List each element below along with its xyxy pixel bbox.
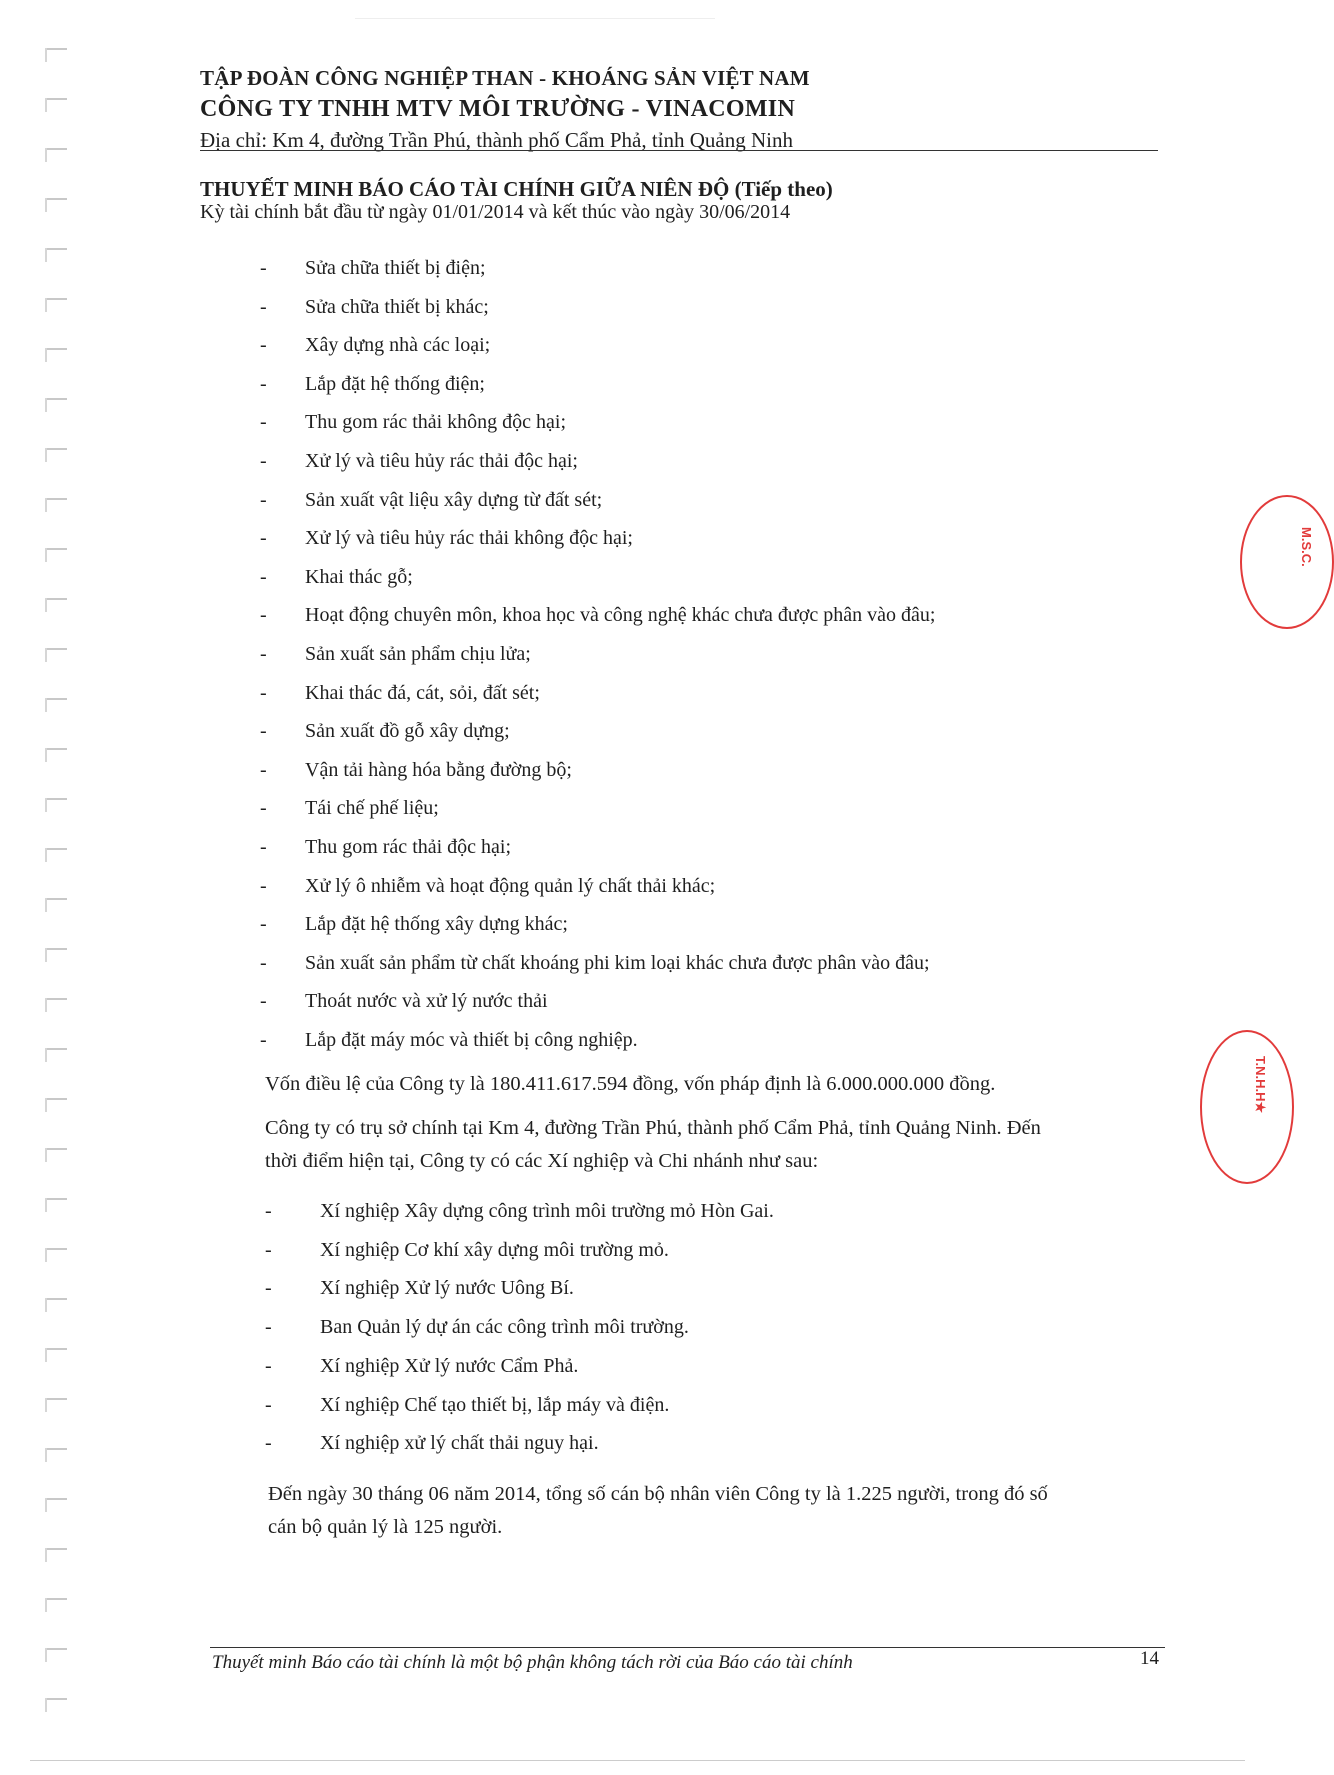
list-dash: -	[265, 1393, 272, 1416]
list-dash: -	[260, 681, 267, 704]
binder-tick	[45, 1048, 47, 1062]
list-item-text: Ban Quản lý dự án các công trình môi trường.	[320, 1316, 689, 1339]
binder-hole-mark	[45, 998, 67, 1000]
scan-bottom-edge	[30, 1760, 1245, 1761]
list-dash: -	[260, 797, 267, 820]
binder-hole-mark	[45, 1348, 67, 1350]
binder-tick	[45, 148, 47, 162]
binder-hole-mark	[45, 1298, 67, 1300]
list-dash: -	[260, 836, 267, 858]
list-dash: -	[260, 1029, 267, 1051]
list-dash: -	[260, 527, 267, 550]
binder-hole-mark	[45, 448, 67, 450]
list-item-text: Xí nghiệp xử lý chất thải nguy hại.	[320, 1432, 599, 1455]
binder-hole-mark	[45, 948, 67, 950]
binder-tick	[45, 1498, 47, 1512]
binder-tick	[45, 1598, 47, 1612]
list-dash: -	[260, 604, 267, 627]
headquarters-paragraph-line1: Công ty có trụ sở chính tại Km 4, đường Trần Phú, thành phố Cẩm Phả, tỉnh Quảng Ninh. Đến	[265, 1117, 1041, 1139]
binder-hole-mark	[45, 698, 67, 700]
binder-hole-mark	[45, 1698, 67, 1700]
list-item-text: Thu gom rác thải độc hại;	[305, 836, 512, 858]
binder-tick	[45, 1148, 47, 1162]
binder-hole-mark	[45, 98, 67, 100]
red-seal-stamp	[1240, 495, 1334, 629]
binder-tick	[45, 48, 47, 62]
binder-tick	[45, 898, 47, 912]
binder-tick	[45, 848, 47, 862]
list-dash: -	[260, 720, 267, 743]
list-item-text: Khai thác đá, cát, sỏi, đất sét;	[305, 681, 540, 704]
binder-hole-mark	[45, 748, 67, 750]
binder-tick	[45, 598, 47, 612]
list-item-text: Xí nghiệp Xử lý nước Uông Bí.	[320, 1277, 574, 1300]
list-dash: -	[260, 951, 267, 974]
binder-tick	[45, 1248, 47, 1262]
binder-tick	[45, 248, 47, 262]
list-dash: -	[260, 257, 267, 279]
list-dash: -	[265, 1354, 272, 1377]
list-item-text: Hoạt động chuyên môn, khoa học và công nghệ khác chưa được phân vào đâu;	[305, 604, 936, 627]
list-dash: -	[265, 1200, 272, 1222]
binder-tick	[45, 548, 47, 562]
list-item-text: Sửa chữa thiết bị điện;	[305, 257, 486, 279]
list-dash: -	[260, 758, 267, 781]
headquarters-paragraph-line2: thời điểm hiện tại, Công ty có các Xí nghiệp và Chi nhánh như sau:	[265, 1150, 819, 1172]
binder-hole-mark	[45, 1148, 67, 1150]
binder-hole-mark	[45, 298, 67, 300]
list-dash: -	[260, 450, 267, 472]
staff-paragraph-line2: cán bộ quản lý là 125 người.	[268, 1516, 503, 1538]
list-dash: -	[260, 990, 267, 1013]
list-item-text: Sản xuất đồ gỗ xây dựng;	[305, 720, 510, 743]
binder-tick	[45, 748, 47, 762]
binder-hole-mark	[45, 348, 67, 350]
binder-hole-mark	[45, 398, 67, 400]
binder-tick	[45, 1698, 47, 1712]
report-title: THUYẾT MINH BÁO CÁO TÀI CHÍNH GIỮA NIÊN ĐỘ (Tiếp theo)	[200, 177, 833, 201]
list-dash: -	[265, 1432, 272, 1455]
binder-hole-mark	[45, 798, 67, 800]
binder-tick	[45, 1648, 47, 1662]
list-item-text: Vận tải hàng hóa bằng đường bộ;	[305, 758, 572, 781]
binder-hole-mark	[45, 1448, 67, 1450]
capital-paragraph: Vốn điều lệ của Công ty là 180.411.617.594 đồng, vốn pháp định là 6.000.000.000 đồng.	[265, 1073, 996, 1095]
company-name: CÔNG TY TNHH MTV MÔI TRƯỜNG - VINACOMIN	[200, 96, 796, 122]
page-number: 14	[1140, 1648, 1159, 1669]
binder-hole-mark	[45, 548, 67, 550]
report-period: Kỳ tài chính bắt đầu từ ngày 01/01/2014 và kết thúc vào ngày 30/06/2014	[200, 201, 791, 223]
binder-hole-mark	[45, 498, 67, 500]
footer-note: Thuyết minh Báo cáo tài chính là một bộ phận không tách rời của Báo cáo tài chính	[212, 1652, 853, 1673]
list-item-text: Lắp đặt hệ thống điện;	[305, 372, 485, 395]
binder-hole-mark	[45, 848, 67, 850]
binder-tick	[45, 98, 47, 112]
binder-tick	[45, 298, 47, 312]
binder-tick	[45, 1298, 47, 1312]
list-dash: -	[265, 1316, 272, 1339]
list-item-text: Khai thác gỗ;	[305, 565, 413, 588]
list-dash: -	[260, 488, 267, 511]
binder-tick	[45, 698, 47, 712]
list-item-text: Sản xuất vật liệu xây dựng từ đất sét;	[305, 488, 603, 511]
binder-hole-mark	[45, 198, 67, 200]
binder-hole-mark	[45, 1648, 67, 1650]
binder-hole-mark	[45, 1548, 67, 1550]
binder-tick	[45, 448, 47, 462]
binder-tick	[45, 348, 47, 362]
list-dash: -	[260, 874, 267, 897]
list-dash: -	[260, 913, 267, 936]
company-address: Địa chỉ: Km 4, đường Trần Phú, thành phố Cẩm Phả, tỉnh Quảng Ninh	[200, 128, 793, 152]
binder-hole-mark	[45, 1498, 67, 1500]
list-dash: -	[260, 643, 267, 665]
binder-hole-mark	[45, 148, 67, 150]
binder-tick	[45, 398, 47, 412]
list-item-text: Xí nghiệp Chế tạo thiết bị, lắp máy và điện.	[320, 1393, 670, 1416]
binder-tick	[45, 1448, 47, 1462]
red-seal-stamp	[1200, 1030, 1294, 1184]
list-item-text: Xử lý ô nhiễm và hoạt động quản lý chất thải khác;	[305, 874, 716, 897]
binder-tick	[45, 1348, 47, 1362]
list-item-text: Xí nghiệp Xử lý nước Cẩm Phả.	[320, 1354, 579, 1377]
binder-tick	[45, 1548, 47, 1562]
binder-hole-mark	[45, 1598, 67, 1600]
top-scan-mark	[355, 0, 715, 19]
list-item-text: Xử lý và tiêu hủy rác thải độc hại;	[305, 450, 578, 472]
list-dash: -	[260, 295, 267, 318]
list-item-text: Sản xuất sản phẩm từ chất khoáng phi kim loại khác chưa được phân vào đâu;	[305, 951, 930, 974]
list-item-text: Lắp đặt máy móc và thiết bị công nghiệp.	[305, 1029, 638, 1051]
list-item-text: Sửa chữa thiết bị khác;	[305, 295, 489, 318]
list-item-text: Xử lý và tiêu hủy rác thải không độc hại;	[305, 527, 633, 550]
list-item-text: Xí nghiệp Cơ khí xây dựng môi trường mỏ.	[320, 1238, 669, 1261]
list-dash: -	[260, 372, 267, 395]
binder-hole-mark	[45, 1048, 67, 1050]
binder-tick	[45, 1198, 47, 1212]
binder-hole-mark	[45, 598, 67, 600]
binder-hole-mark	[45, 1198, 67, 1200]
binder-hole-mark	[45, 1098, 67, 1100]
header-rule	[200, 150, 1158, 151]
list-dash: -	[265, 1238, 272, 1261]
binder-hole-mark	[45, 248, 67, 250]
list-dash: -	[260, 565, 267, 588]
binder-tick	[45, 648, 47, 662]
list-dash: -	[265, 1277, 272, 1300]
binder-tick	[45, 948, 47, 962]
seal-text: M.S.C.	[1299, 527, 1314, 567]
seal-text: T.N.H.H★	[1253, 1056, 1268, 1114]
binder-tick	[45, 798, 47, 812]
list-item-text: Thu gom rác thải không độc hại;	[305, 411, 567, 434]
list-item-text: Thoát nước và xử lý nước thải	[305, 990, 548, 1013]
list-item-text: Xí nghiệp Xây dựng công trình môi trường mỏ Hòn Gai.	[320, 1200, 774, 1222]
binder-tick	[45, 998, 47, 1012]
list-item-text: Sản xuất sản phẩm chịu lửa;	[305, 643, 531, 665]
binder-tick	[45, 198, 47, 212]
footer-rule	[210, 1647, 1165, 1648]
list-dash: -	[260, 411, 267, 434]
binder-hole-mark	[45, 648, 67, 650]
staff-paragraph-line1: Đến ngày 30 tháng 06 năm 2014, tổng số cán bộ nhân viên Công ty là 1.225 người, trong đó số	[268, 1483, 1048, 1505]
group-name: TẬP ĐOÀN CÔNG NGHIỆP THAN - KHOÁNG SẢN VIỆT NAM	[200, 66, 810, 90]
binder-margin	[0, 0, 80, 1775]
binder-hole-mark	[45, 1248, 67, 1250]
binder-hole-mark	[45, 48, 67, 50]
binder-tick	[45, 1098, 47, 1112]
list-item-text: Xây dựng nhà các loại;	[305, 334, 491, 357]
list-dash: -	[260, 334, 267, 357]
list-item-text: Tái chế phế liệu;	[305, 797, 439, 820]
binder-hole-mark	[45, 1398, 67, 1400]
binder-tick	[45, 1398, 47, 1412]
binder-tick	[45, 498, 47, 512]
list-item-text: Lắp đặt hệ thống xây dựng khác;	[305, 913, 568, 936]
binder-hole-mark	[45, 898, 67, 900]
